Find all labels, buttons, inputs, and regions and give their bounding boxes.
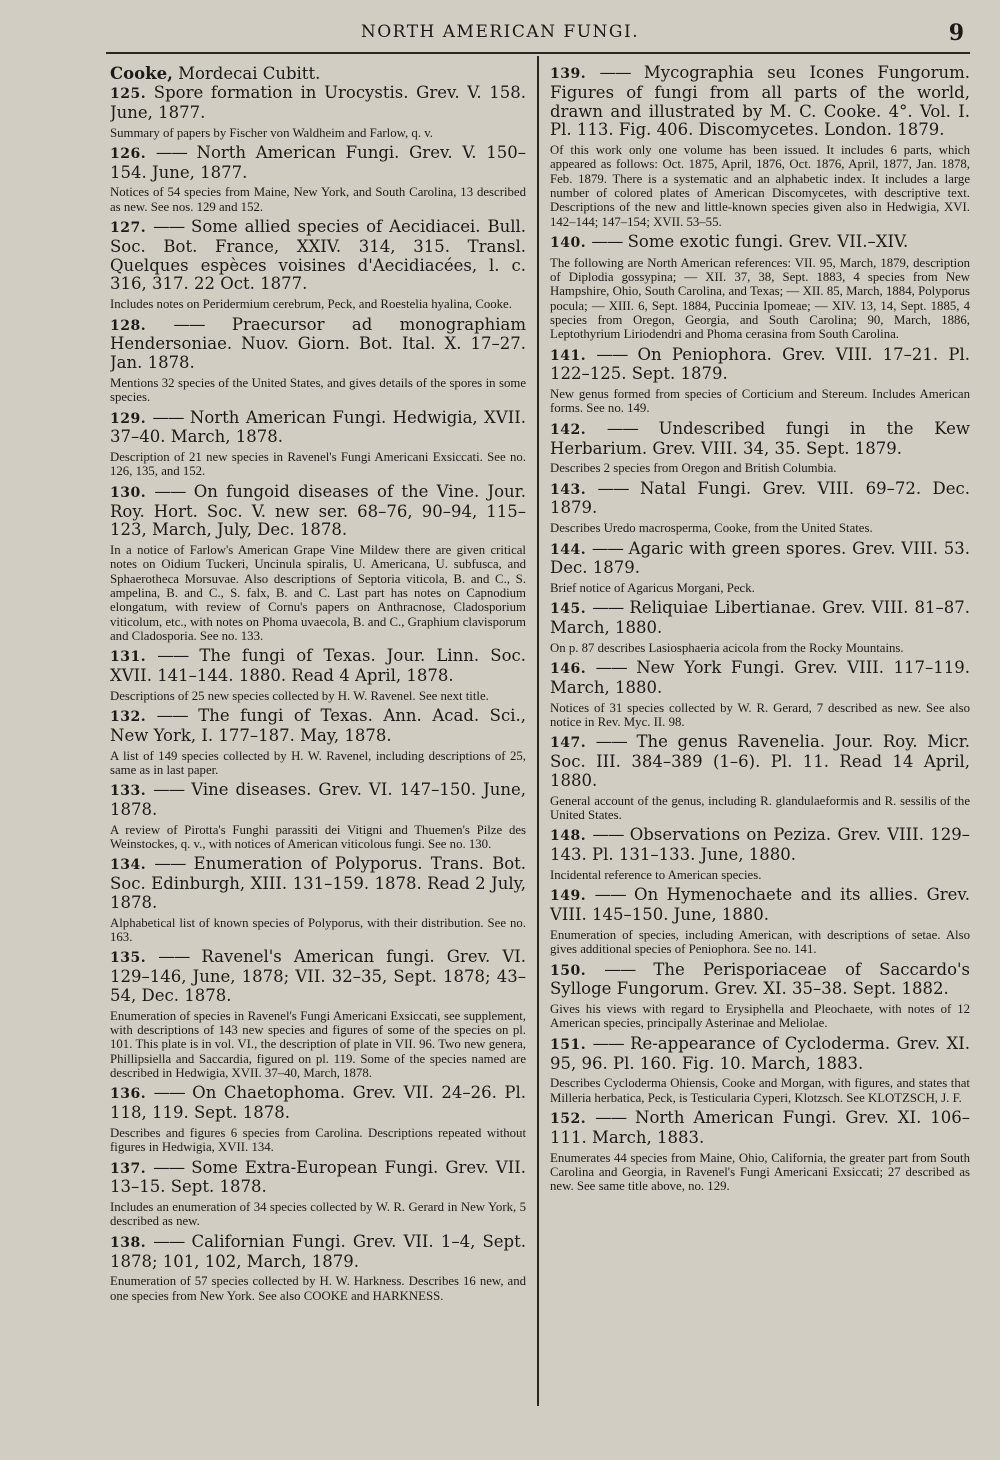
entry-title: On Hymenochaete and its allies. Grev. VIII. 145–150. June, 1880. [550, 885, 970, 925]
entry-annotation: On p. 87 describes Lasiosphaeria acicola from the Rocky Mountains. [550, 641, 904, 655]
entry-annotation: In a notice of Farlow's American Grape Vine Mildew there are given critical notes on Oidium Tuckeri, Uncinula spiralis, U. Americana, U. subfusca, and Sphaerotheca Morsuvae. Also descriptions of Septoria viticola, B. and C., S. ampelina, B. and C., S. falx, B. and C. Last part has notes on Capnodium elongatum, with review of Cornu's papers on Anthracnose, Cladosporium viticolum, etc., with notes on Phoma uvaecola, B. and C., Graphium clavisporum and Cladosporia. See no. 133. [110, 543, 526, 643]
ditto-dash: —— [591, 231, 623, 251]
ditto-dash: —— [158, 947, 190, 967]
entry-citation [550, 659, 970, 698]
entry-title: Enumeration of Polyporus. Trans. Bot. Soc. Edinburgh, XIII. 131–159. 1878. Read 2 July, 1878. [110, 854, 526, 913]
entry-title: Californian Fungi. Grev. VII. 1–4, Sept. 1878; 101, 102, March, 1879. [110, 1231, 526, 1271]
bibliography-entry [550, 1109, 970, 1193]
entry-citation [110, 316, 526, 373]
entry-number: 147. [550, 735, 587, 752]
entry-title: North American Fungi. Grev. XI. 106–111. March, 1883. [550, 1107, 970, 1147]
entry-number: 125. [110, 86, 147, 102]
entry-number: 142. [550, 421, 587, 438]
running-head: NORTH AMERICAN FUNGI. [360, 22, 640, 42]
entry-annotation: Descriptions of 25 new species collected by H. W. Ravenel. See next title. [110, 688, 489, 703]
ditto-dash: —— [592, 825, 624, 845]
bibliography-entry [550, 420, 970, 476]
author-heading [110, 64, 526, 84]
entry-title: On Peniophora. Grev. VIII. 17–21. Pl. 122–125. Sept. 1879. [550, 344, 970, 384]
entry-annotation: Enumeration of species in Ravenel's Fungi Americani Exsiccati, see supplement, with descriptions of 143 new species and figures of some of the species on pl. 101. This plate is in vol. VI., the description of plate in VII. 96. Two new genera, Phillipsiella and Saccardia, figured on pl. 119. Some of the species named are described in Hedwigia, XVII. 37–40, March, 1878. [110, 1008, 526, 1081]
bibliography-entry [110, 855, 526, 944]
entry-number: 133. [110, 783, 147, 800]
entry-title: On fungoid diseases of the Vine. Jour. Roy. Hort. Soc. V. new ser. 68–76, 90–94, 115–123, March, July, Dec. 1878. [110, 481, 526, 540]
ditto-dash: —— [153, 780, 185, 800]
entry-number: 151. [550, 1036, 587, 1053]
entry-citation [550, 346, 970, 385]
bibliography-entry [110, 483, 526, 643]
entry-annotation: Describes Uredo macrosperma, Cooke, from the United States. [550, 521, 873, 536]
entry-annotation: Enumeration of 57 species collected by H. W. Harkness. Describes 16 new, and one species from New York. See also COOKE and HARKNESS. [110, 1274, 526, 1303]
entry-number: 126. [110, 145, 147, 162]
bibliography-entry [110, 84, 526, 140]
entry-title: The Perisporiaceae of Saccardo's Sylloge Fungorum. Grev. XI. 35–38. Sept. 1882. [550, 959, 970, 999]
entry-annotation: New genus formed from species of Corticium and Stereum. Includes American forms. See no. 149. [550, 387, 970, 416]
right-column [550, 64, 970, 1414]
entry-number: 134. [110, 857, 147, 874]
ditto-dash: —— [595, 732, 627, 752]
author-given-names: Mordecai Cubitt. [172, 64, 321, 83]
entry-annotation: Gives his views with regard to Erysiphella and Pleochaete, with notes of 12 American species, principally Asterinae and Meliolae. [550, 1002, 970, 1031]
ditto-dash: —— [154, 854, 186, 874]
ditto-dash: —— [599, 64, 631, 82]
entry-annotation: Alphabetical list of known species of Polyporus, with their distribution. See no. 163. [110, 915, 526, 945]
bibliography-entry [550, 886, 970, 956]
entry-citation [550, 64, 970, 140]
entry-citation [110, 781, 526, 820]
entry-title: On Chaetophoma. Grev. VII. 24–26. Pl. 118, 119. Sept. 1878. [110, 1083, 526, 1123]
entry-number: 150. [550, 962, 587, 979]
bibliography-entry [110, 218, 526, 311]
entry-title: Spore formation in Urocystis. Grev. V. 158. June, 1877. [110, 83, 526, 122]
entry-number: 152. [550, 1110, 587, 1127]
entry-title: New York Fungi. Grev. VIII. 117–119. March, 1880. [550, 658, 970, 698]
bibliography-entry [110, 647, 526, 703]
entry-number: 149. [550, 888, 587, 905]
entry-title: Agaric with green spores. Grev. VIII. 53. Dec. 1879. [550, 538, 970, 578]
ditto-dash: —— [155, 142, 187, 162]
entry-citation [550, 1109, 970, 1148]
entry-number: 137. [110, 1160, 147, 1177]
entry-number: 139. [550, 66, 587, 82]
entry-citation [110, 855, 526, 912]
entry-number: 127. [110, 220, 147, 237]
entry-citation [550, 826, 970, 865]
entry-annotation: Describes and figures 6 species from Carolina. Descriptions repeated without figures in Hedwigia, XVII. 134. [110, 1125, 526, 1155]
entry-title: Re-appearance of Cycloderma. Grev. XI. 95, 96. Pl. 160. Fig. 10. March, 1883. [550, 1033, 970, 1073]
bibliography-entry [110, 707, 526, 777]
ditto-dash: —— [153, 1157, 185, 1177]
entry-title: Some Extra-European Fungi. Grev. VII. 13–15. Sept. 1878. [110, 1157, 526, 1197]
entry-citation [110, 483, 526, 540]
ditto-dash: —— [154, 481, 186, 501]
entry-number: 128. [110, 317, 147, 334]
entry-title: Natal Fungi. Grev. VIII. 69–72. Dec. 1879. [550, 478, 970, 518]
page-number: 9 [948, 20, 964, 46]
entry-annotation: A review of Pirotta's Funghi parassiti dei Vitigni and Thuemen's Pilze des Weinstockes, q. v., with notices of American viticolous fungi. See no. 130. [110, 822, 526, 852]
entry-citation [550, 886, 970, 925]
entry-citation [110, 1084, 526, 1123]
header-rule [106, 52, 970, 54]
entry-annotation: Incidental reference to American species. [550, 868, 762, 883]
bibliography-entry [550, 480, 970, 536]
entry-citation [550, 599, 970, 638]
entry-annotation: Mentions 32 species of the United States, and gives details of the spores in some species. [110, 375, 526, 405]
ditto-dash: —— [596, 344, 628, 364]
entry-citation [110, 144, 526, 183]
ditto-dash: —— [153, 1231, 185, 1251]
entry-title: North American Fungi. Hedwigia, XVII. 37–40. March, 1878. [110, 407, 526, 447]
bibliography-entry [110, 316, 526, 405]
ditto-dash: —— [592, 598, 624, 618]
entry-number: 136. [110, 1086, 147, 1103]
bibliography-entry [550, 540, 970, 596]
bibliography-entry [550, 346, 970, 416]
bibliography-entry [550, 961, 970, 1031]
entry-citation [110, 647, 526, 686]
bibliography-entry [550, 1035, 970, 1105]
entry-number: 131. [110, 649, 147, 666]
entry-title: Undescribed fungi in the Kew Herbarium. Grev. VIII. 34, 35. Sept. 1879. [550, 418, 970, 458]
entry-annotation: Includes an enumeration of 34 species collected by W. R. Gerard in New York, 5 described as new. [110, 1200, 526, 1229]
entry-citation [110, 1233, 526, 1272]
ditto-dash: —— [157, 646, 189, 666]
entry-annotation: Notices of 54 species from Maine, New York, and South Carolina, 13 described as new. See nos. 129 and 152. [110, 185, 526, 214]
bibliography-entry [110, 1159, 526, 1229]
bibliography-entry [110, 1084, 526, 1154]
bibliography-entry [550, 733, 970, 822]
left-column [110, 64, 526, 1414]
entry-annotation: Enumeration of species, including American, with descriptions of setae. Also gives additional species of Peniophora. See no. 141. [550, 927, 970, 957]
entry-number: 129. [110, 410, 147, 427]
bibliography-entry [110, 1233, 526, 1303]
entry-number: 130. [110, 484, 147, 501]
ditto-dash: —— [606, 418, 638, 438]
entry-title: Observations on Peziza. Grev. VIII. 129–143. Pl. 131–133. June, 1880. [550, 825, 970, 865]
entry-title: North American Fungi. Grev. V. 150–154. June, 1877. [110, 142, 526, 182]
entry-citation [110, 1159, 526, 1198]
ditto-dash: —— [173, 314, 205, 334]
entry-annotation: General account of the genus, including R. glandulaeformis and R. sessilis of the United States. [550, 793, 970, 823]
bibliography-entry [110, 948, 526, 1080]
entry-number: 144. [550, 541, 587, 558]
entry-citation [550, 733, 970, 790]
ditto-dash: —— [591, 538, 623, 558]
ditto-dash: —— [592, 1033, 624, 1053]
entry-annotation: Notices of 31 species collected by W. R. Gerard, 7 described as new. See also notice in Rev. Myc. II. 98. [550, 700, 970, 730]
ditto-dash: —— [152, 407, 184, 427]
entry-citation [550, 1035, 970, 1074]
entry-title: Ravenel's American fungi. Grev. VI. 129–146, June, 1878; VII. 32–35, Sept. 1878; 43–54, Dec. 1878. [110, 947, 526, 1006]
entry-number: 143. [550, 481, 587, 498]
entry-title: Reliquiae Libertianae. Grev. VIII. 81–87. March, 1880. [550, 598, 970, 638]
right-entry-list [550, 64, 970, 1193]
entry-number: 138. [110, 1234, 147, 1251]
entry-citation [550, 420, 970, 459]
entry-number: 148. [550, 828, 587, 845]
entry-citation [550, 540, 970, 579]
entry-title: The genus Ravenelia. Jour. Roy. Micr. Soc. III. 384–389 (1–6). Pl. 11. Read 14 April, 1880. [550, 732, 970, 791]
entry-citation [110, 84, 526, 123]
page-header [0, 22, 1000, 50]
bibliography-entry [550, 233, 970, 342]
entry-citation [110, 948, 526, 1005]
entry-annotation: Summary of papers by Fischer von Waldheim and Farlow, q. v. [110, 125, 433, 140]
ditto-dash: —— [595, 658, 627, 678]
entry-citation [550, 233, 970, 253]
bibliography-entry [110, 781, 526, 851]
entry-annotation: Describes Cycloderma Ohiensis, Cooke and Morgan, with figures, and states that Milleria herbatica, Peck, is Testicularia Cyperi, Klotzsch. See KLOTZSCH, J. F. [550, 1076, 970, 1105]
left-entry-list [110, 84, 526, 1303]
entry-citation [550, 480, 970, 519]
entry-citation [110, 218, 526, 294]
bibliography-entry [110, 409, 526, 479]
entry-annotation: Description of 21 new species in Ravenel's Fungi Americani Exsiccati. See no. 126, 135, and 152. [110, 450, 526, 479]
bibliography-entry [550, 599, 970, 655]
entry-annotation: The following are North American references: VII. 95, March, 1879, description of Diplodia gossypina; — XII. 37, 38, Sept. 1883, 4 species from New Hampshire, Ohio, South Carolina, and Texas; — XII. 85, March, 1884, Polyporus pocula; — XIII. 6, Sept. 1884, Puccinia Ipomeae; — XIV. 13, 14, Sept. 1885, 4 species from Oregon, Georgia, and South Carolina; 90, March, 1886, Leptothyrium Liriodendri and Phoma cerasina from South Carolina. [550, 255, 970, 342]
entry-title: Some exotic fungi. Grev. VII.–XIV. [627, 231, 909, 251]
ditto-dash: —— [156, 706, 188, 726]
entry-annotation: A list of 149 species collected by H. W. Ravenel, including descriptions of 25, same as in last paper. [110, 748, 526, 777]
entry-citation [110, 409, 526, 448]
entry-number: 145. [550, 601, 587, 618]
entry-title: Some allied species of Aecidiacei. Bull. Soc. Bot. France, XXIV. 314, 315. Transl. Quelques espèces voisines d'Aecidiacées, l. c. 316, 317. 22 Oct. 1877. [110, 217, 526, 294]
ditto-dash: —— [594, 885, 626, 905]
ditto-dash: —— [604, 959, 636, 979]
bibliography-entry [550, 826, 970, 882]
entry-annotation: Of this work only one volume has been issued. It includes 6 parts, which appeared as follows: Oct. 1875, April, 1876, Oct. 1876, April, 1877, Jan. 1878, Feb. 1879. There is a systematic and an alphabetic index. It includes a large number of colored plates of American Discomycetes, with descriptive text. Descriptions of the new and little-known species given also in Hedwigia, XVI. 142–144; 147–154; XVII. 53–55. [550, 143, 970, 229]
entry-number: 132. [110, 709, 147, 726]
entry-annotation: Includes notes on Peridermium cerebrum, Peck, and Roestelia hyalina, Cooke. [110, 297, 512, 312]
entry-title: Praecursor ad monographiam Hendersoniae. Nuov. Giorn. Bot. Ital. X. 17–27. Jan. 1878. [110, 314, 526, 373]
ditto-dash: —— [153, 1083, 185, 1103]
bibliography-entry [550, 64, 970, 229]
ditto-dash: —— [153, 217, 185, 237]
entry-citation [550, 961, 970, 1000]
entry-number: 141. [550, 347, 587, 364]
entry-title: Vine diseases. Grev. VI. 147–150. June, 1878. [110, 780, 526, 820]
entry-annotation: Enumerates 44 species from Maine, Ohio, California, the greater part from South Carolina and Georgia, in Ravenel's Fungi Americani Exsiccati; 27 described as new. See same title above, no. 129. [550, 1150, 970, 1194]
entry-title: The fungi of Texas. Ann. Acad. Sci., New York, I. 177–187. May, 1878. [110, 706, 526, 745]
entry-number: 140. [550, 234, 587, 251]
bibliography-entry [110, 144, 526, 214]
entry-annotation: Brief notice of Agaricus Morgani, Peck. [550, 581, 755, 596]
entry-title: The fungi of Texas. Jour. Linn. Soc. XVII. 141–144. 1880. Read 4 April, 1878. [110, 646, 526, 685]
entry-number: 146. [550, 661, 587, 678]
ditto-dash: —— [597, 478, 629, 498]
entry-title: Mycographia seu Icones Fungorum. Figures of fungi from all parts of the world, drawn and illustrated by M. C. Cooke. 4°. Vol. I. Pl. 113. Fig. 406. Discomycetes. London. 1879. [550, 64, 970, 140]
bibliography-entry [550, 659, 970, 729]
column-divider [537, 56, 539, 1406]
entry-citation [110, 707, 526, 746]
author-surname: Cooke, [110, 64, 173, 83]
entry-number: 135. [110, 950, 147, 967]
entry-annotation: Describes 2 species from Oregon and British Columbia. [550, 461, 837, 476]
ditto-dash: —— [595, 1107, 627, 1127]
